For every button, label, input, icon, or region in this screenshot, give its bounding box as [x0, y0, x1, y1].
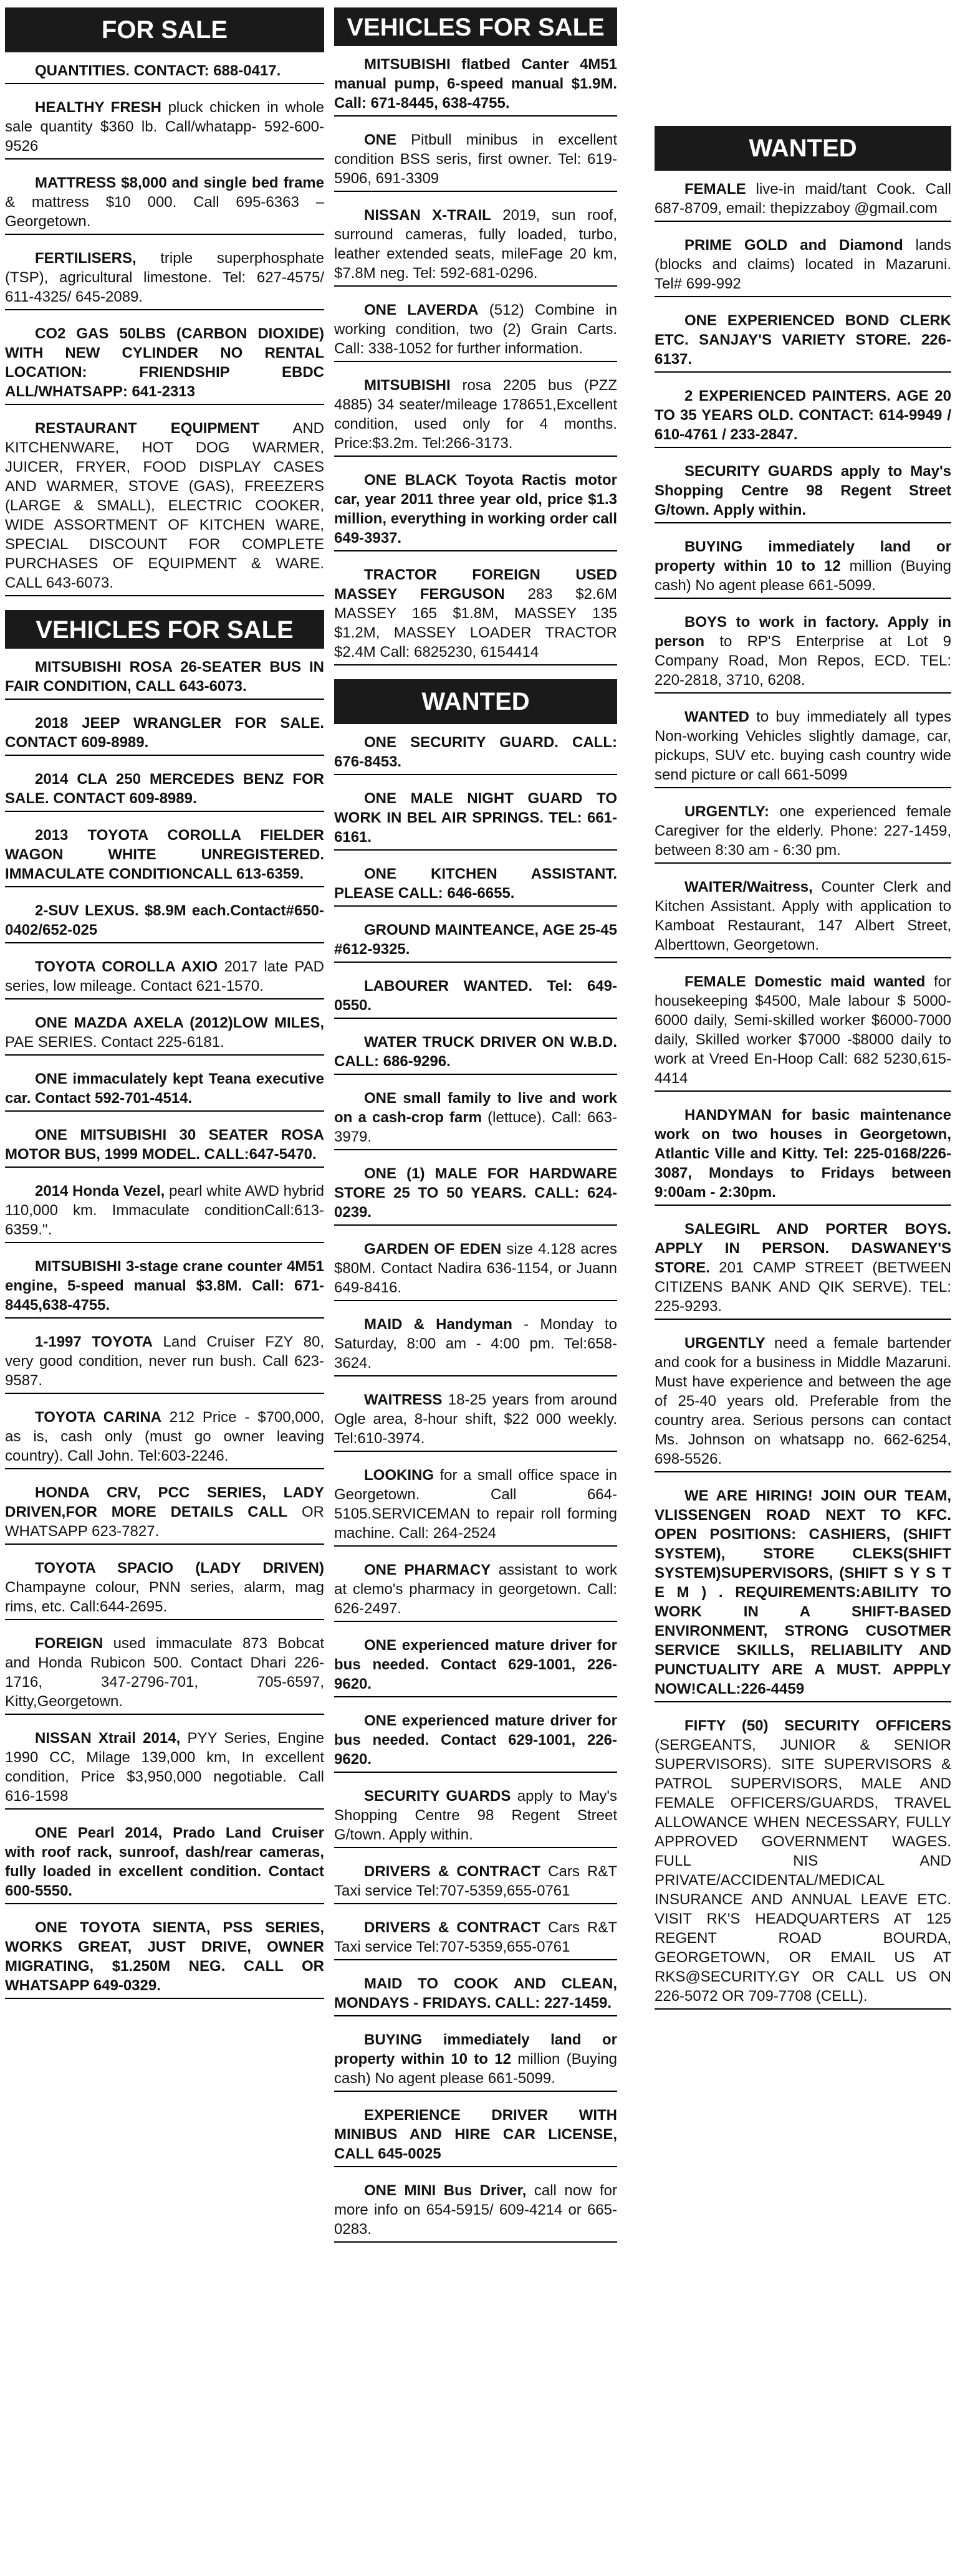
classified-ad: [5, 957, 324, 999]
section-heading: WANTED: [334, 679, 617, 724]
ad-lead: FEMALE Domestic maid wanted: [684, 973, 926, 990]
classified-ad: [5, 1558, 324, 1620]
ad-lead: DRIVERS & CONTRACT: [364, 1919, 540, 1936]
ad-body: lands (blocks and claims) located in Mazaruni. Tel# 699-992: [655, 237, 951, 292]
classified-ad: [5, 1069, 324, 1112]
ad-lead: TOYOTA SPACIO (LADY DRIVEN): [35, 1560, 324, 1577]
ad-body: triple superphosphate (TSP), agricultural limestone. Tel: 627-4575/ 611-4325/ 645-2089.: [5, 250, 324, 305]
classified-ad: [5, 1332, 324, 1394]
classified-ad: [5, 1918, 324, 1999]
ad-lead: ONE: [364, 131, 397, 148]
classified-ad: [5, 1125, 324, 1168]
ad-body: (512) Combine in working condition, two (2) Grain Carts. Call: 338-1052 for further information.: [334, 302, 617, 357]
classified-ad: [334, 1918, 617, 1960]
ad-body: Land Cruiser FZY 80, very good condition, never run bush. Call 623-9587.: [5, 1333, 324, 1389]
ad-body: & mattress $10 000. Call 695-6363 – Georgetown.: [5, 194, 324, 230]
ad-text: [334, 1560, 617, 1618]
ad-lead: TOYOTA CARINA: [35, 1409, 162, 1426]
ad-lead: ONE PHARMACY: [364, 1562, 491, 1578]
classified-ad: [5, 1483, 324, 1545]
classified-ad: [5, 770, 324, 812]
ad-text: [655, 877, 951, 955]
ad-lead: FEMALE: [684, 181, 746, 198]
ad-lead: WAITRESS: [364, 1391, 443, 1408]
ad-text: [334, 733, 617, 771]
classified-ad: [334, 206, 617, 287]
ad-text: [655, 537, 951, 595]
classified-ad: [334, 130, 617, 192]
classified-ad: [334, 1787, 617, 1848]
ad-body: for housekeeping $4500, Male labour $ 5000-6000 daily, Semi-skilled worker $6000-7000 daily, Skilled worker $7000 -$8000 daily to work at Vreed En-Hoop Call: 682 5230,615- 4414: [655, 973, 951, 1087]
ad-text: [5, 1823, 324, 1901]
ad-text: [334, 2181, 617, 2239]
ad-body: Cars R&T Taxi service Tel:707-5359,655-0761: [334, 1863, 617, 1899]
ad-body: Champayne colour, PNN series, alarm, mag rims, etc. Call:644-2695.: [5, 1579, 324, 1615]
classified-ad: [5, 1729, 324, 1810]
ad-lead: ONE experienced mature driver for bus needed. Contact 629-1001, 226-9620.: [334, 1712, 617, 1768]
ad-body: AND KITCHENWARE, HOT DOG WARMER, JUICER, FRYER, FOOD DISPLAY CASES AND WARMER, STOVE (GAS), FREEZERS (LARGE & SMALL), ELECTRIC COOKER, WIDE ASSORTMENT OF KITCHEN WARE, SPECIAL DISCOUNT FOR COMPLETE PURCHASES OF EQUIPMENT & WARE. CALL 643-6073.: [5, 420, 324, 591]
ad-lead: MITSUBISHI ROSA 26-SEATER BUS IN FAIR CONDITION, CALL 643-6073.: [5, 659, 324, 695]
classified-ad: [655, 1486, 951, 1702]
classified-ad: [655, 386, 951, 448]
ad-text: [334, 1918, 617, 1957]
ad-lead: 1-1997 TOYOTA: [35, 1333, 153, 1350]
ad-text: [334, 1390, 617, 1448]
ad-lead: QUANTITIES. CONTACT: 688-0417.: [35, 62, 281, 79]
classified-ad: [5, 419, 324, 596]
section-heading: FOR SALE: [5, 7, 324, 52]
ad-lead: WATER TRUCK DRIVER ON W.B.D. CALL: 686-9296.: [334, 1034, 617, 1070]
ad-text: [5, 1408, 324, 1466]
classified-ad: [334, 1466, 617, 1547]
ad-lead: ONE MALE NIGHT GUARD TO WORK IN BEL AIR SPRINGS. TEL: 661-6161.: [334, 790, 617, 846]
ad-lead: 2013 TOYOTA COROLLA FIELDER WAGON WHITE UNREGISTERED. IMMACULATE CONDITIONCALL 613-6359.: [5, 827, 324, 882]
ad-lead: MAID TO COOK AND CLEAN, MONDAYS - FRIDAYS. CALL: 227-1459.: [334, 1975, 617, 2011]
ad-lead: CO2 GAS 50LBS (CARBON DIOXIDE) WITH NEW CYLINDER NO RENTAL LOCATION: FRIENDSHIP EBDC ALL/WHATSAPP: 641-2313: [5, 325, 324, 400]
ad-lead: HANDYMAN for basic maintenance work on two houses in Georgetown, Atlantic Ville and Kitty. Tel: 225-0168/226-3087, Mondays to Fridays between 9:00am - 2:30pm.: [655, 1107, 951, 1201]
ad-body: rosa 2205 bus (PZZ 4885) 34 seater/mileage 178651,Excellent condition, used only for 4 months. Price:$3.2m. Tel:266-3173.: [334, 377, 617, 452]
ad-text: [334, 470, 617, 548]
ad-lead: LOOKING: [364, 1467, 434, 1484]
section-heading: VEHICLES FOR SALE: [5, 610, 324, 649]
ad-lead: URGENTLY: [684, 1335, 765, 1352]
ad-body: pearl white AWD hybrid 110,000 km. Immaculate conditionCall:613-6359.".: [5, 1183, 324, 1238]
ad-body: 283 $2.6M MASSEY 165 $1.8M, MASSEY 135 $1.2M, MASSEY LOADER TRACTOR $2.4M Call: 6825230, 6154414: [334, 586, 617, 661]
ad-lead: ONE MITSUBISHI 30 SEATER ROSA MOTOR BUS, 1999 MODEL. CALL:647-5470.: [5, 1127, 324, 1163]
ad-text: [334, 864, 617, 903]
section-heading: WANTED: [655, 126, 951, 171]
ad-body: to buy immediately all types Non-working Vehicles slightly damage, car, pickups, SUV etc. buying cash country wide send picture or call 661-5099: [655, 708, 951, 783]
ad-text: [655, 707, 951, 785]
ad-lead: TOYOTA COROLLA AXIO: [35, 958, 218, 975]
ad-text: [334, 1089, 617, 1147]
ad-text: [5, 419, 324, 593]
ad-lead: WAITER/Waitress,: [684, 879, 813, 895]
classified-ad: [334, 1974, 617, 2016]
ad-text: [5, 1181, 324, 1239]
ad-text: [5, 901, 324, 940]
ad-lead: 2014 Honda Vezel,: [35, 1183, 165, 1200]
ad-body: Cars R&T Taxi service Tel:707-5359,655-0761: [334, 1919, 617, 1955]
ad-text: [334, 920, 617, 959]
column-1: [5, 7, 324, 2013]
classified-ad: [334, 1315, 617, 1376]
classified-ad: [334, 376, 617, 457]
classified-ad: [5, 173, 324, 235]
ad-body: assistant to work at clemo's pharmacy in georgetown. Call: 626-2497.: [334, 1562, 617, 1617]
classified-ad: [655, 236, 951, 297]
ad-lead: MAID & Handyman: [364, 1316, 512, 1333]
ad-text: [655, 1105, 951, 1202]
ad-text: [5, 1013, 324, 1052]
ad-lead: FERTILISERS,: [35, 250, 137, 267]
ad-lead: SALEGIRL AND PORTER BOYS. APPLY IN PERSON. DASWANEY'S STORE.: [655, 1221, 951, 1276]
ad-body: PYY Series, Engine 1990 CC, Milage 139,000 km, In excellent condition, Price $3,950,000 negotiable. Call 616-1598: [5, 1730, 324, 1805]
ad-text: [655, 1486, 951, 1699]
classified-ad: [334, 470, 617, 551]
ad-body: million (Buying cash) No agent please 661-5099.: [655, 558, 951, 594]
classified-ad: [5, 826, 324, 887]
ad-body: size 4.128 acres $80M. Contact Nadira 636-1154, or Juann 649-8416.: [334, 1241, 617, 1296]
ad-body: apply to May's Shopping Centre 98 Regent Street G/town. Apply within.: [334, 1788, 617, 1843]
column-top-space: [655, 7, 951, 126]
ad-text: [5, 770, 324, 808]
ad-text: [655, 1716, 951, 2006]
classified-ad: [5, 657, 324, 700]
ad-lead: ONE MINI Bus Driver,: [364, 2182, 527, 2199]
classified-ad: [334, 1033, 617, 1075]
ad-lead: ONE small family to live and work on a cash-crop farm: [334, 1090, 617, 1126]
classified-ad: [334, 864, 617, 907]
ad-body: 18-25 years from around Ogle area, 8-hour shift, $22 000 weekly. Tel:610-3974.: [334, 1391, 617, 1447]
ad-text: [5, 61, 324, 80]
classified-ad: [655, 1219, 951, 1320]
ad-text: [334, 206, 617, 283]
ad-lead: ONE MAZDA AXELA (2012)LOW MILES,: [35, 1014, 324, 1031]
ad-text: [334, 2030, 617, 2088]
ad-text: [334, 1862, 617, 1901]
ad-text: [655, 1219, 951, 1316]
classified-ad: [5, 901, 324, 943]
ad-lead: ONE SECURITY GUARD. CALL: 676-8453.: [334, 734, 617, 770]
ad-text: [5, 1918, 324, 1995]
classified-ad: [334, 1636, 617, 1697]
ad-lead: 2014 CLA 250 MERCEDES BENZ FOR SALE. CONTACT 609-8989.: [5, 771, 324, 807]
ad-lead: NISSAN Xtrail 2014,: [35, 1730, 181, 1747]
ad-text: [334, 976, 617, 1015]
ad-body: for a small office space in Georgetown. Call 664-5105.SERVICEMAN to repair roll forming machine. Call: 264-2524: [334, 1467, 617, 1542]
ad-lead: ONE immaculately kept Teana executive car. Contact 592-701-4514.: [5, 1071, 324, 1107]
classified-ad: [655, 613, 951, 694]
classified-ad: [655, 1716, 951, 2010]
classified-ad: [334, 1862, 617, 1904]
ad-lead: URGENTLY:: [684, 803, 770, 820]
ad-lead: DRIVERS & CONTRACT: [364, 1863, 540, 1880]
ad-text: [655, 311, 951, 369]
ad-text: [334, 1787, 617, 1844]
classified-ad: [334, 1560, 617, 1622]
classified-ad: [655, 802, 951, 864]
classified-ad: [334, 1711, 617, 1773]
ad-body: need a female bartender and cook for a business in Middle Mazaruni. Must have experience and between the age of 25-40 years old. Preferable from the country area. Serious persons can contact Ms. Johnson on whatsapp no. 662-6254, 698-5526.: [655, 1335, 951, 1467]
ad-text: [5, 713, 324, 752]
ad-text: [334, 300, 617, 358]
ad-lead: LABOURER WANTED. Tel: 649-0550.: [334, 978, 617, 1014]
ad-lead: TRACTOR FOREIGN USED MASSEY FERGUSON: [334, 566, 617, 603]
classified-ad: [655, 462, 951, 523]
ad-lead: BUYING immediately land or property within 10 to 12: [655, 538, 951, 575]
ad-lead: ONE TOYOTA SIENTA, PSS SERIES, WORKS GREAT, JUST DRIVE, OWNER MIGRATING, $1.250M NEG. CALL OR WHATSAPP 649-0329.: [5, 1919, 324, 1994]
ad-lead: WANTED: [684, 708, 749, 725]
ad-text: [655, 802, 951, 860]
ad-text: [334, 565, 617, 662]
ad-text: [5, 173, 324, 231]
ad-lead: MITSUBISHI flatbed Canter 4M51 manual pump, 6-speed manual $1.9M. Call: 671-8445, 638-4755.: [334, 56, 617, 112]
classified-ad: [655, 1105, 951, 1206]
ad-text: [334, 1974, 617, 2013]
classified-ad: [655, 707, 951, 788]
ad-lead: ONE KITCHEN ASSISTANT. PLEASE CALL: 646-6655.: [334, 866, 617, 902]
classified-ad: [5, 98, 324, 160]
ad-lead: NISSAN X-TRAIL: [364, 207, 491, 224]
ad-lead: 2-SUV LEXUS. $8.9M each.Contact#650-0402/652-025: [5, 902, 324, 938]
ad-text: [334, 1636, 617, 1694]
ad-lead: MATTRESS $8,000 and single bed frame: [35, 174, 324, 191]
ad-lead: MITSUBISHI 3-stage crane counter 4M51 engine, 5-speed manual $3.8M. Call: 671-8445,638-4755.: [5, 1258, 324, 1314]
classified-ad: [5, 1257, 324, 1319]
ad-lead: HEALTHY FRESH: [35, 99, 162, 116]
ad-text: [334, 1033, 617, 1071]
classified-ad: [5, 1634, 324, 1715]
classified-ad: [334, 976, 617, 1019]
ad-text: [655, 613, 951, 690]
ad-text: [5, 1125, 324, 1164]
ad-text: [655, 386, 951, 444]
classified-ad: [5, 1181, 324, 1243]
ad-lead: ONE experienced mature driver for bus needed. Contact 629-1001, 226-9620.: [334, 1637, 617, 1692]
classified-ad: [334, 565, 617, 665]
ad-body: Pitbull minibus in excellent condition BSS seris, first owner. Tel: 619-5906, 691-3309: [334, 131, 617, 187]
ad-text: [334, 376, 617, 453]
ad-text: [5, 324, 324, 401]
ad-body: (SERGEANTS, JUNIOR & SENIOR SUPERVISORS). SITE SUPERVISORS & PATROL SUPERVISORS, MALE AND FEMALE OFFICERS/GUARDS, TRAVEL ALLOWANCE WHEN NECESSARY, FULLY APPROVED GOVERNMENT WAGES. FULL NIS AND PRIVATE/ACCIDENTAL/MEDICAL INSURANCE AND ANNUAL LEAVE ETC. VISIT RK'S HEADQUARTERS AT 125 REGENT ROAD BOURDA, GEORGETOWN, OR EMAIL US AT RKS@SECURITY.GY OR CALL US ON 226-5072 OR 709-7708 (CELL).: [655, 1737, 951, 2005]
ad-lead: ONE Pearl 2014, Prado Land Cruiser with roof rack, sunroof, dash/rear cameras, fully loaded in excellent condition. Contact 600-5550.: [5, 1825, 324, 1899]
ad-text: [334, 1164, 617, 1222]
classified-ad: [655, 1333, 951, 1472]
ad-text: [334, 130, 617, 188]
classified-ad: [334, 300, 617, 362]
classified-ad: [5, 61, 324, 84]
classified-ad: [5, 713, 324, 756]
ad-body: - Monday to Saturday, 8:00 am - 4:00 pm. Tel:658-3624.: [334, 1316, 617, 1371]
ad-body: Counter Clerk and Kitchen Assistant. Apply with application to Kamboat Restaurant, 147 Albert Street, Alberttown, Georgetown.: [655, 879, 951, 953]
ad-body: OR WHATSAPP 623-7827.: [5, 1504, 324, 1540]
ad-text: [5, 1634, 324, 1711]
classified-ad: [655, 877, 951, 958]
ad-lead: PRIME GOLD and Diamond: [684, 237, 903, 254]
ad-text: [5, 1069, 324, 1108]
ad-body: PAE SERIES. Contact 225-6181.: [5, 1034, 224, 1051]
ad-body: 2017 late PAD series, low mileage. Contact 621-1570.: [5, 958, 324, 995]
section-heading: VEHICLES FOR SALE: [334, 7, 617, 46]
ad-lead: EXPERIENCE DRIVER WITH MINIBUS AND HIRE CAR LICENSE, CALL 645-0025: [334, 2107, 617, 2162]
ad-body: live-in maid/tant Cook. Call 687-8709, email: thepizzaboy @gmail.com: [655, 181, 951, 217]
column-3: [655, 7, 951, 2023]
ad-body: call now for more info on 654-5915/ 609-4214 or 665-0283.: [334, 2182, 617, 2238]
ad-text: [5, 826, 324, 884]
classified-ad: [334, 2106, 617, 2167]
ad-body: 212 Price - $700,000, as is, cash only (must go owner leaving country). Call John. Tel:603-2246.: [5, 1409, 324, 1464]
ad-text: [5, 1558, 324, 1616]
ad-body: million (Buying cash) No agent please 661-5099.: [334, 2051, 617, 2087]
ad-lead: GARDEN OF EDEN: [364, 1241, 502, 1257]
ad-text: [655, 462, 951, 520]
classified-ad: [655, 311, 951, 373]
ad-text: [334, 1315, 617, 1373]
classified-ad: [334, 1164, 617, 1226]
ad-text: [5, 98, 324, 156]
ad-text: [655, 1333, 951, 1469]
ad-lead: SECURITY GUARDS: [364, 1788, 511, 1805]
ad-text: [334, 55, 617, 113]
ad-body: pluck chicken in whole sale quantity $360 lb. Call/whatapp- 592-600-9526: [5, 99, 325, 155]
classified-ad: [334, 1239, 617, 1301]
ad-text: [5, 1483, 324, 1541]
ad-lead: ONE LAVERDA: [364, 302, 479, 318]
ad-body: (lettuce). Call: 663-3979.: [334, 1109, 617, 1145]
classified-ad: [334, 2030, 617, 2092]
ad-lead: SECURITY GUARDS apply to May's Shopping Centre 98 Regent Street G/town. Apply within.: [655, 463, 951, 518]
ad-lead: BOYS to work in factory. Apply in person: [655, 614, 951, 650]
ad-text: [5, 657, 324, 696]
ad-text: [5, 249, 324, 307]
classified-ad: [5, 1823, 324, 1904]
ad-text: [655, 179, 951, 218]
classified-ad: [334, 1089, 617, 1150]
classified-ad: [334, 55, 617, 117]
classified-ad: [334, 920, 617, 963]
ad-text: [334, 1711, 617, 1769]
classified-ad: [334, 789, 617, 851]
classified-ad: [5, 249, 324, 310]
ad-text: [5, 957, 324, 996]
ad-text: [655, 972, 951, 1088]
ad-text: [334, 2106, 617, 2163]
ad-text: [334, 1239, 617, 1297]
ad-lead: ONE (1) MALE FOR HARDWARE STORE 25 TO 50 YEARS. CALL: 624-0239.: [334, 1165, 617, 1221]
ad-text: [655, 236, 951, 293]
classified-ad: [5, 324, 324, 405]
ad-body: one experienced female Caregiver for the elderly. Phone: 227-1459, between 8:30 am - 6:30 pm.: [655, 803, 951, 859]
ad-lead: MITSUBISHI: [364, 377, 451, 394]
column-2: [334, 7, 617, 2256]
ad-text: [5, 1257, 324, 1315]
classified-ad: [5, 1408, 324, 1469]
ad-lead: HONDA CRV, PCC SERIES, LADY DRIVEN,FOR MORE DETAILS CALL: [5, 1484, 324, 1520]
ad-body: 2019, sun roof, surround cameras, fully loaded, turbo, leather extended seats, mileFage 20 km, $7.8M neg. Tel: 592-681-0296.: [334, 207, 618, 282]
classified-ad: [655, 179, 951, 222]
ad-lead: FOREIGN: [35, 1635, 103, 1652]
ad-text: [334, 789, 617, 847]
ad-text: [5, 1332, 324, 1390]
ad-text: [334, 1466, 617, 1543]
ad-lead: 2018 JEEP WRANGLER FOR SALE. CONTACT 609-8989.: [5, 715, 324, 751]
classified-ad: [334, 2181, 617, 2243]
ad-lead: ONE BLACK Toyota Ractis motor car, year 2011 three year old, price $1.3 million, everything in working order call 649-3937.: [334, 472, 617, 546]
ad-body: used immaculate 873 Bobcat and Honda Rubicon 500. Contact Dhari 226-1716, 347-2796-701, 705-6597, Kitty,Georgetown.: [5, 1635, 324, 1710]
classified-ad: [5, 1013, 324, 1056]
ad-lead: FIFTY (50) SECURITY OFFICERS: [684, 1717, 951, 1734]
ad-body: 201 CAMP STREET (BETWEEN CITIZENS BANK AND QIK SERVE). TEL: 225-9293.: [655, 1259, 951, 1315]
ad-lead: GROUND MAINTEANCE, AGE 25-45 #612-9325.: [334, 922, 617, 958]
classified-ad: [655, 972, 951, 1092]
ad-body: to RP'S Enterprise at Lot 9 Company Road, Mon Repos, ECD. TEL: 220-2818, 3710, 6208.: [655, 633, 951, 689]
ad-lead: ONE EXPERIENCED BOND CLERK ETC. SANJAY'S VARIETY STORE. 226-6137.: [655, 312, 951, 368]
classified-ad: [334, 1390, 617, 1452]
classified-ad: [655, 537, 951, 599]
ad-text: [5, 1729, 324, 1806]
ad-lead: 2 EXPERIENCED PAINTERS. AGE 20 TO 35 YEARS OLD. CONTACT: 614-9949 / 610-4761 / 233-2847.: [655, 388, 951, 443]
ad-lead: WE ARE HIRING! JOIN OUR TEAM, VLISSENGEN ROAD NEXT TO KFC. OPEN POSITIONS: CASHIERS, (SHIFT SYSTEM), STORE CLEKS(SHIFT SYSTEM)SUPERVISORS, (SHIFT S Y S T E M ) . REQUIREMENTS:ABILITY TO WORK IN A SHIFT-BASED ENVIRONMENT, STRONG CUSOTMER SERVICE SKILLS, RELIABILITY AND PUNCTUALITY ARE A MUST. APPPLY NOW!CALL:226-4459: [655, 1487, 951, 1697]
ad-lead: RESTAURANT EQUIPMENT: [35, 420, 260, 437]
ad-lead: BUYING immediately land or property within 10 to 12: [334, 2031, 617, 2068]
classified-ad: [334, 733, 617, 775]
